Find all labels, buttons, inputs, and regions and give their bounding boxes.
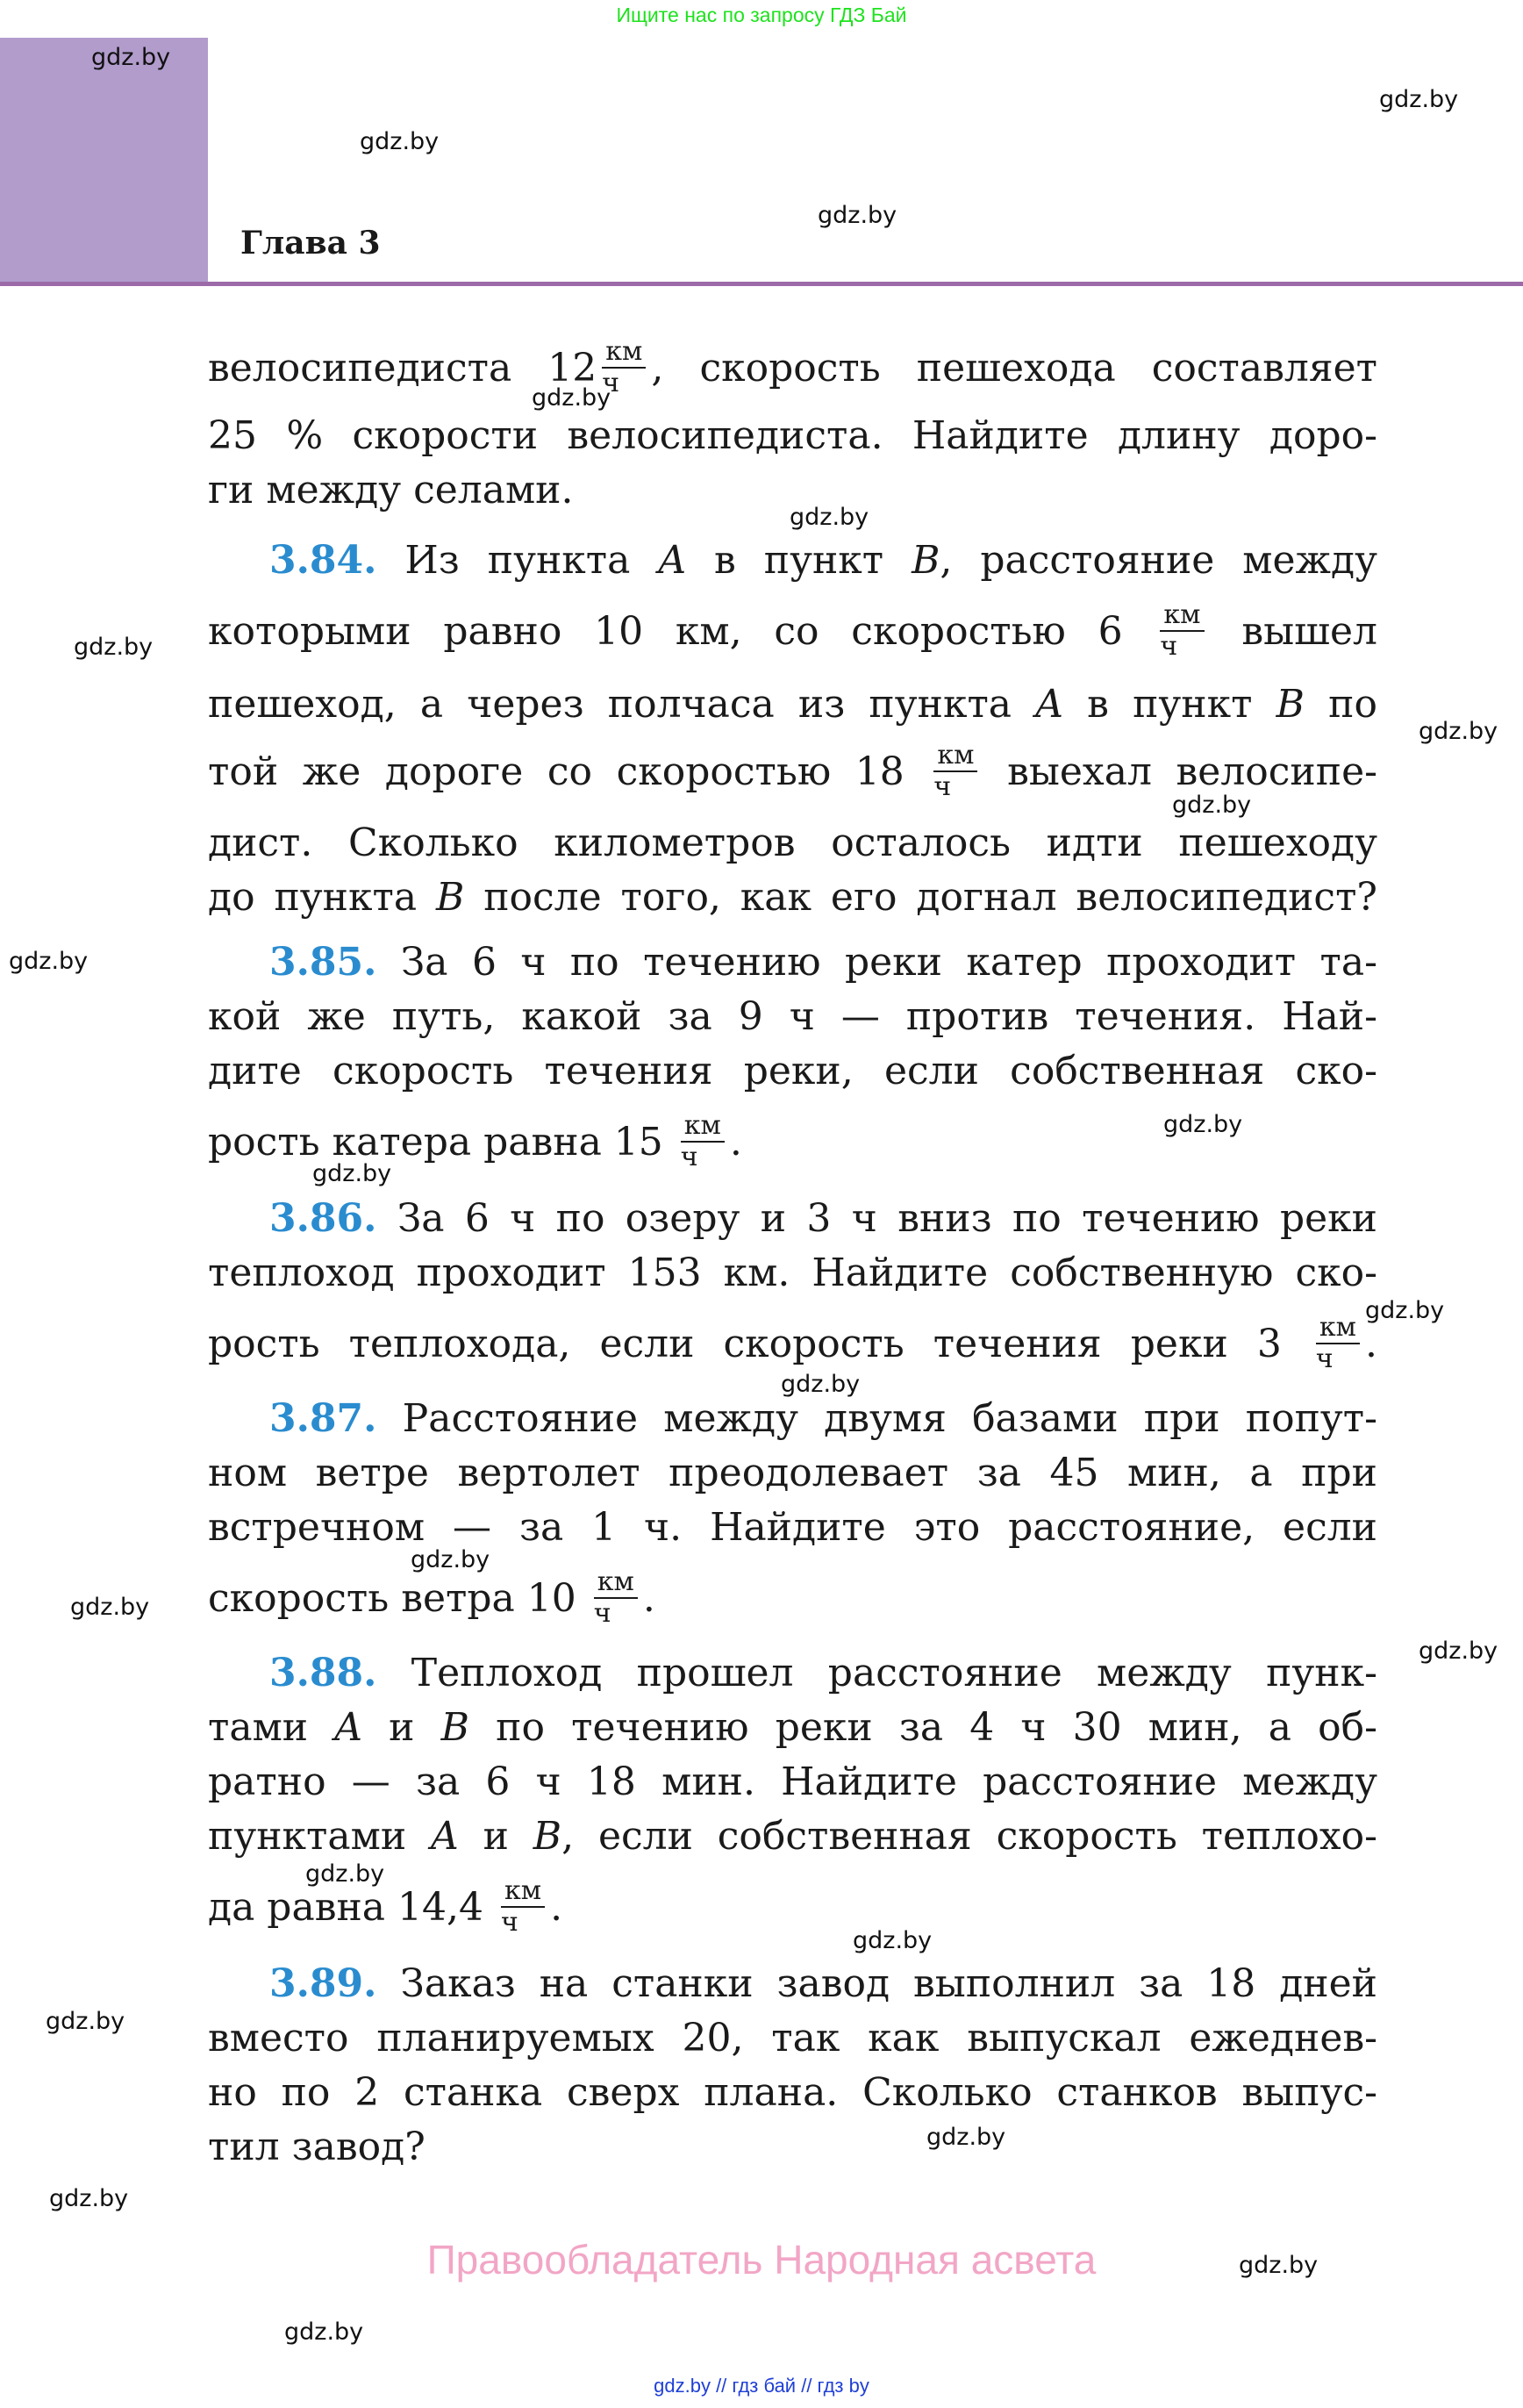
text-line: ги между селами. (208, 468, 574, 512)
problem-3-85-line (208, 935, 1377, 990)
point-a: A (334, 1705, 363, 1750)
copyright-notice: Правообладатель Народная асвета (426, 2237, 1097, 2283)
top-banner-ad[interactable]: Ищите нас по запросу ГДЗ Бай (616, 4, 907, 26)
text-line (208, 677, 1377, 732)
text-line (208, 597, 1377, 667)
text: . (729, 1120, 742, 1165)
problem-number: 3.84. (269, 538, 377, 583)
text-line (208, 1701, 1377, 1755)
page-number: 168 (1448, 211, 1502, 247)
frac-num: км (1160, 600, 1204, 632)
watermark: gdz.by (853, 1927, 933, 1954)
text: той же дороге со скоростью 18 (208, 749, 905, 794)
watermark: gdz.by (305, 1860, 385, 1888)
fraction-km-h (681, 1111, 725, 1172)
problem-number: 3.87. (269, 1396, 377, 1441)
text: выехал велосипе- (1007, 749, 1377, 794)
point-a: A (431, 1814, 459, 1859)
problem-number: 3.89. (269, 1961, 377, 2006)
watermark: gdz.by (91, 44, 171, 71)
text: до пункта (208, 875, 436, 920)
watermark: gdz.by (74, 634, 154, 661)
text-line (208, 1564, 1377, 1634)
watermark: gdz.by (49, 2185, 129, 2212)
watermark: gdz.by (9, 948, 89, 975)
watermark: gdz.by (284, 2318, 364, 2346)
frac-den: ч (1160, 630, 1178, 662)
problem-number: 3.88. (269, 1651, 377, 1695)
text: после того, как его догнал велосипедист? (464, 875, 1378, 920)
chapter-title: Глава 3 (240, 225, 381, 262)
frac-den: ч (680, 1141, 698, 1172)
text-line: ном ветре вертолет преодолевает за 45 мин, а при (208, 1451, 1377, 1495)
text: в пункт (686, 538, 912, 583)
text: вышел (1241, 609, 1377, 654)
watermark: gdz.by (312, 1160, 392, 1187)
fraction-km-h (933, 741, 977, 802)
text: Заказ на станки завод выполнил за 18 дней (376, 1961, 1377, 2006)
point-b: B (440, 1705, 469, 1750)
problem-3-86-line (208, 1192, 1377, 1246)
footer-links[interactable]: gdz.by // гдз бай // гдз by (654, 2375, 869, 2397)
problem-3-89-line (208, 1957, 1377, 2011)
text: по (1304, 682, 1377, 727)
text: которыми равно 10 км, со скоростью 6 (208, 609, 1123, 654)
point-b: B (533, 1814, 562, 1859)
text: по течению реки за 4 ч 30 мин, а об- (469, 1705, 1377, 1750)
problem-number: 3.85. (269, 940, 377, 985)
point-b: B (435, 875, 465, 920)
text: За 6 ч по озеру и 3 ч вниз по течению реки (376, 1196, 1377, 1241)
fraction-km-h (594, 1567, 638, 1629)
text-line: но по 2 станка сверх плана. Сколько станков выпус- (208, 2070, 1377, 2115)
frac-num: км (501, 1876, 545, 1908)
text: , скорость пешехода составляет (651, 346, 1377, 391)
text: рость катера равна 15 (208, 1120, 663, 1165)
watermark: gdz.by (1379, 86, 1459, 113)
problem-3-87-line (208, 1392, 1377, 1446)
frac-num: км (933, 741, 977, 772)
watermark: gdz.by (790, 504, 869, 531)
fraction-km-h (501, 1876, 545, 1938)
frac-num: км (1316, 1313, 1360, 1344)
text-line: 25 % скорости велосипедиста. Найдите длину доро- (208, 413, 1377, 458)
frac-num: км (681, 1111, 725, 1143)
watermark: gdz.by (1172, 792, 1252, 819)
text: в пункт (1062, 682, 1276, 727)
header-divider (0, 282, 1523, 286)
problem-3-88-line (208, 1646, 1377, 1701)
point-b: B (1276, 682, 1305, 727)
text-line: дите скорость течения реки, если собственная ско- (208, 1049, 1377, 1093)
frac-den: ч (501, 1906, 518, 1938)
text: тами (208, 1705, 335, 1750)
watermark: gdz.by (1365, 1297, 1445, 1324)
watermark: gdz.by (1419, 718, 1498, 745)
fraction-km-h (1160, 600, 1204, 662)
text: скорость ветра 10 (208, 1576, 576, 1621)
text: велосипедиста 12 (208, 346, 597, 391)
frac-den: ч (593, 1597, 611, 1629)
text: Теплоход прошел расстояние между пунк- (376, 1651, 1377, 1695)
watermark: gdz.by (1239, 2252, 1319, 2279)
text-line (208, 1810, 1377, 1864)
text: Из пункта (376, 538, 659, 583)
page-number-tab (0, 38, 208, 283)
text: . (1364, 1322, 1377, 1366)
watermark: gdz.by (818, 202, 897, 229)
point-a: A (658, 538, 687, 583)
text-line: вместо планируемых 20, так как выпускал ежеднев- (208, 2016, 1377, 2060)
watermark: gdz.by (360, 128, 440, 155)
text: , расстояние между (940, 538, 1377, 583)
text-line: ратно — за 6 ч 18 мин. Найдите расстояние между (208, 1759, 1377, 1804)
text: рость теплохода, если скорость течения реки 3 (208, 1322, 1282, 1366)
point-a: A (1035, 682, 1063, 727)
text: и (458, 1814, 533, 1859)
frac-num: км (594, 1567, 638, 1599)
text-line (208, 333, 1377, 404)
text-line (208, 871, 1377, 925)
frac-den: ч (602, 367, 620, 398)
text: пешеход, а через полчаса из пункта (208, 682, 1036, 727)
point-b: B (912, 538, 940, 583)
text: Расстояние между двумя базами при попут- (376, 1396, 1377, 1441)
watermark: gdz.by (781, 1371, 861, 1398)
text: , если собственная скорость теплохо- (561, 1814, 1377, 1859)
watermark: gdz.by (70, 1594, 150, 1621)
watermark: gdz.by (1163, 1111, 1243, 1138)
text-line: кой же путь, какой за 9 ч — против течения. Най- (208, 994, 1377, 1039)
text: да равна 14,4 (208, 1885, 483, 1930)
text-line (208, 1309, 1377, 1380)
frac-num: км (602, 337, 646, 369)
problem-3-84-line (208, 534, 1377, 588)
text: и (362, 1705, 441, 1750)
text-line: встречном — за 1 ч. Найдите это расстояние, если (208, 1505, 1377, 1550)
text: пунктами (208, 1814, 431, 1859)
text: За 6 ч по течению реки катер проходит та- (376, 940, 1377, 985)
frac-den: ч (933, 770, 952, 802)
watermark: gdz.by (1419, 1638, 1498, 1665)
fraction-km-h (1316, 1313, 1360, 1374)
problem-number: 3.86. (269, 1196, 377, 1241)
watermark: gdz.by (926, 2124, 1006, 2151)
watermark: gdz.by (411, 1546, 490, 1573)
text: . (550, 1885, 563, 1930)
text: . (642, 1576, 655, 1621)
frac-den: ч (1315, 1343, 1334, 1374)
text-line: тил завод? (208, 2125, 425, 2169)
text-line: дист. Сколько километров осталось идти пешеходу (208, 821, 1377, 865)
watermark: gdz.by (532, 384, 611, 412)
text-line: теплоход проходит 153 км. Найдите собственную ско- (208, 1251, 1377, 1295)
watermark: gdz.by (46, 2008, 125, 2035)
